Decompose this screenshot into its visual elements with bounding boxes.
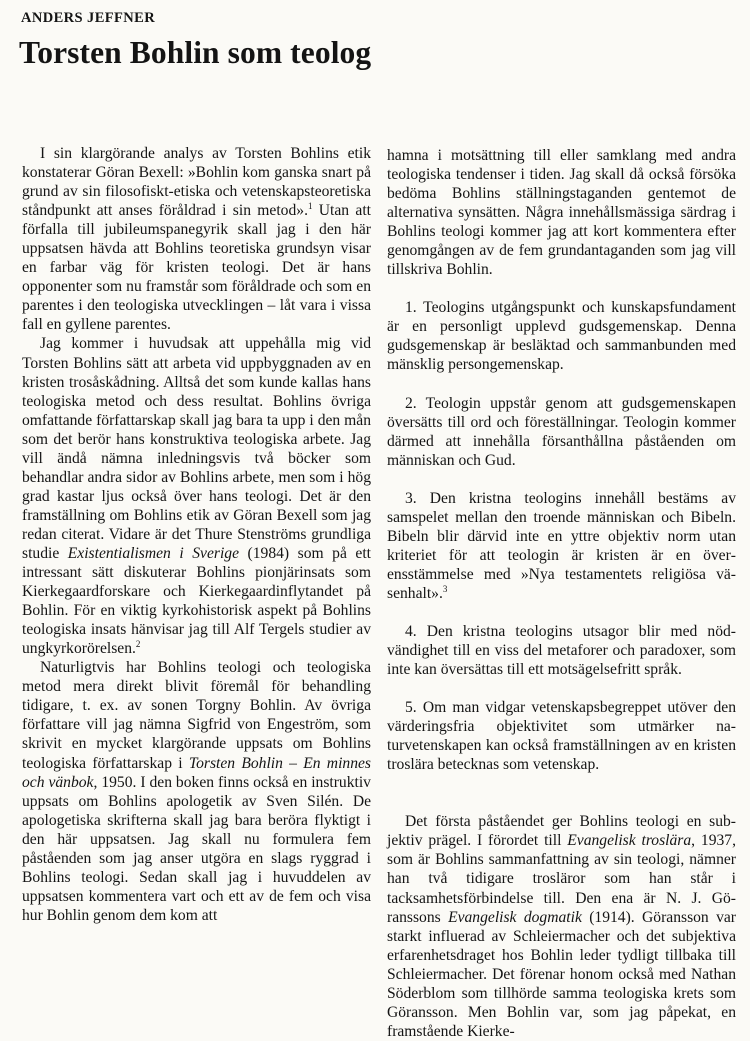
article-title: Torsten Bohlin som teolog bbox=[19, 35, 372, 70]
right-column bbox=[387, 146, 736, 1041]
thesis-item: 1. Teologins utgångspunkt och kunskapsfundament är en personligt upplevd gudsgemenskap. Denna gudsgemenskap är besläktad och sammanbunden med mänsklig persongemenskap. bbox=[387, 299, 736, 374]
book-title: Torsten Bohlin – En minnes och vänbok bbox=[22, 754, 371, 791]
paragraph-method: Jag kommer i huvudsak att uppehålla mig vid Torsten Bohlins sätt att arbeta vid uppbyggnaden av en kristen trosåskådning. Alltså det som kunde kallas hans teologiska metod och dess resultat. Bohlins övriga omfattande författarskap skall jag bara ta upp i den mån som det berör hans konstruktiva teologiska arbete. Jag vill ändå nämna inledningsvis två böcker som behandlar andra sidor av Bohlins arbete, men som i hög grad kastar ljus också över hans teologi. Det är den framställning om Bohlins etik av Göran Bexell som jag redan citerat. Vidare är det Thure Stenströms grundliga studie Existentialismen i Sverige (1984) som på ett intressant sätt diskuterar Bohlins pionjärinsats som Kierkegaardforskare och Kierkegaardinflytandet på Bohlin. För en viktig kyrkohistorisk aspekt på Bohlins teologiska insats hänvisar jag till Alf Tergels studier av ungkyrkorörelsen.$^2$ bbox=[22, 335, 371, 658]
article-author: ANDERS JEFFNER bbox=[21, 10, 156, 26]
thesis-item: 4. Den kristna teologins utsagor blir med nödvändighet till en viss del metaforer och paradoxer, som inte kan översättas till ett motsägelsefritt språk. bbox=[387, 622, 736, 679]
paragraph-continuation: hamna i motsättning till eller samklang med andra teologiska tendenser i tiden. Jag skall då också försöka bedöma Bohlins ställningstaganden gentemot de alternativa synsätten. Några innehållsmässiga särdrag i Bohlins teologi kommer jag att kort kommentera efter genomgången av de fem grundantaganden som jag vill tillskriva Bohlin. bbox=[387, 147, 736, 279]
theses-list bbox=[387, 298, 736, 774]
paragraph-first-claim: Det första påståendet ger Bohlins teologi en subjektiv prägel. I förordet till Evangelisk troslära, 1937, som är Bohlins sammanfattning av sin teologi, nämner han två tidigare trosläror som han står i tacksamhetsförbindelse till. Den ena är N. J. Göranssons Evangelisk dogmatik (1914). Göransson var starkt influerad av Schleiermacher och det subjektiva erfarenhetsdraget hos Bohlin leder tydligt tillbaka till Schleiermacher. Det förenar honom också med Nathan Söderblom som tillhörde samma teologiska krets som Göransson. Men Bohlin var, som jag påpekat, en framstående Kierke- bbox=[387, 813, 736, 1040]
book-title: Existentialismen i Sverige bbox=[67, 544, 240, 562]
footnote-ref-1[interactable]: 1 bbox=[307, 200, 313, 211]
book-title: Evangelisk troslära bbox=[567, 832, 692, 850]
thesis-item: 5. Om man vidgar vetenskapsbegreppet utöver den värderingsfria objektivitet som utmärker naturvetenskapen kan också framställningen av en kristen troslära betecknas som vetenskap. bbox=[387, 699, 736, 774]
paragraph-intro: I sin klargörande analys av Torsten Bohlins etik konstaterar Göran Bexell: »Bohlin kom ganska snart på grund av sin filosofiskt-etiska och vetenskapsteoretiska ståndpunkt att anses föråldrad i sin metod».$^1$ Utan att förfalla till jubileumspanegyrik skall jag i den här uppsatsen hävda att Bohlins teoretiska grundsyn visar en farbar väg för kristen teologi. Det är hans opponenter som nu framstår som föråldrade och som en parentes i den teologiska utvecklingen – låt vara i vissa fall en gyllene parentes. bbox=[22, 145, 371, 334]
footnote-ref-3[interactable]: 3 bbox=[442, 583, 448, 594]
paragraph-literature: Naturligtvis har Bohlins teologi och teologiska metod mera direkt blivit föremål för behandling tidigare, t. ex. av sonen Torgny Bohlin. Av övriga författare vill jag nämna Sigfrid von Engeström, som skrivit en mycket klargörande uppsats om Bohlins teologiska författarskap i Torsten Bohlin – En minnes och vänbok, 1950. I den boken finns också en instruktiv uppsats om Bohlins apologetik av Sven Silén. De apologetiska skrifterna skall jag bara beröra flyktigt i den här uppsatsen. Jag skall nu formulera fem påståenden som jag anser utgöra en slags ryggrad i Bohlins teologi. Sedan skall jag i huvuddelen av uppsatsen kommentera vart och ett av de fem och visa hur Bohlin genom dem kom att bbox=[22, 659, 371, 924]
thesis-item: 2. Teologin uppstår genom att gudsgemenskapen översätts till ord och föreställningar. Teologin kommer därmed att innehålla försanthållna påståenden om människan och Gud. bbox=[387, 394, 736, 469]
left-column bbox=[22, 144, 371, 925]
thesis-item: 3. Den kristna teologins innehåll bestäms av samspelet mellan den troende människan och Bibeln. Bibeln blir därvid inte en yttre objektiv norm utan kriteriet för att teologin är kristen är en överensstämmelse med »Nya testamentets religiösa väsenhalt».$^3$ bbox=[387, 489, 736, 602]
book-title: Evangelisk dogmatik bbox=[448, 908, 582, 926]
footnote-ref-2[interactable]: 2 bbox=[135, 639, 141, 650]
